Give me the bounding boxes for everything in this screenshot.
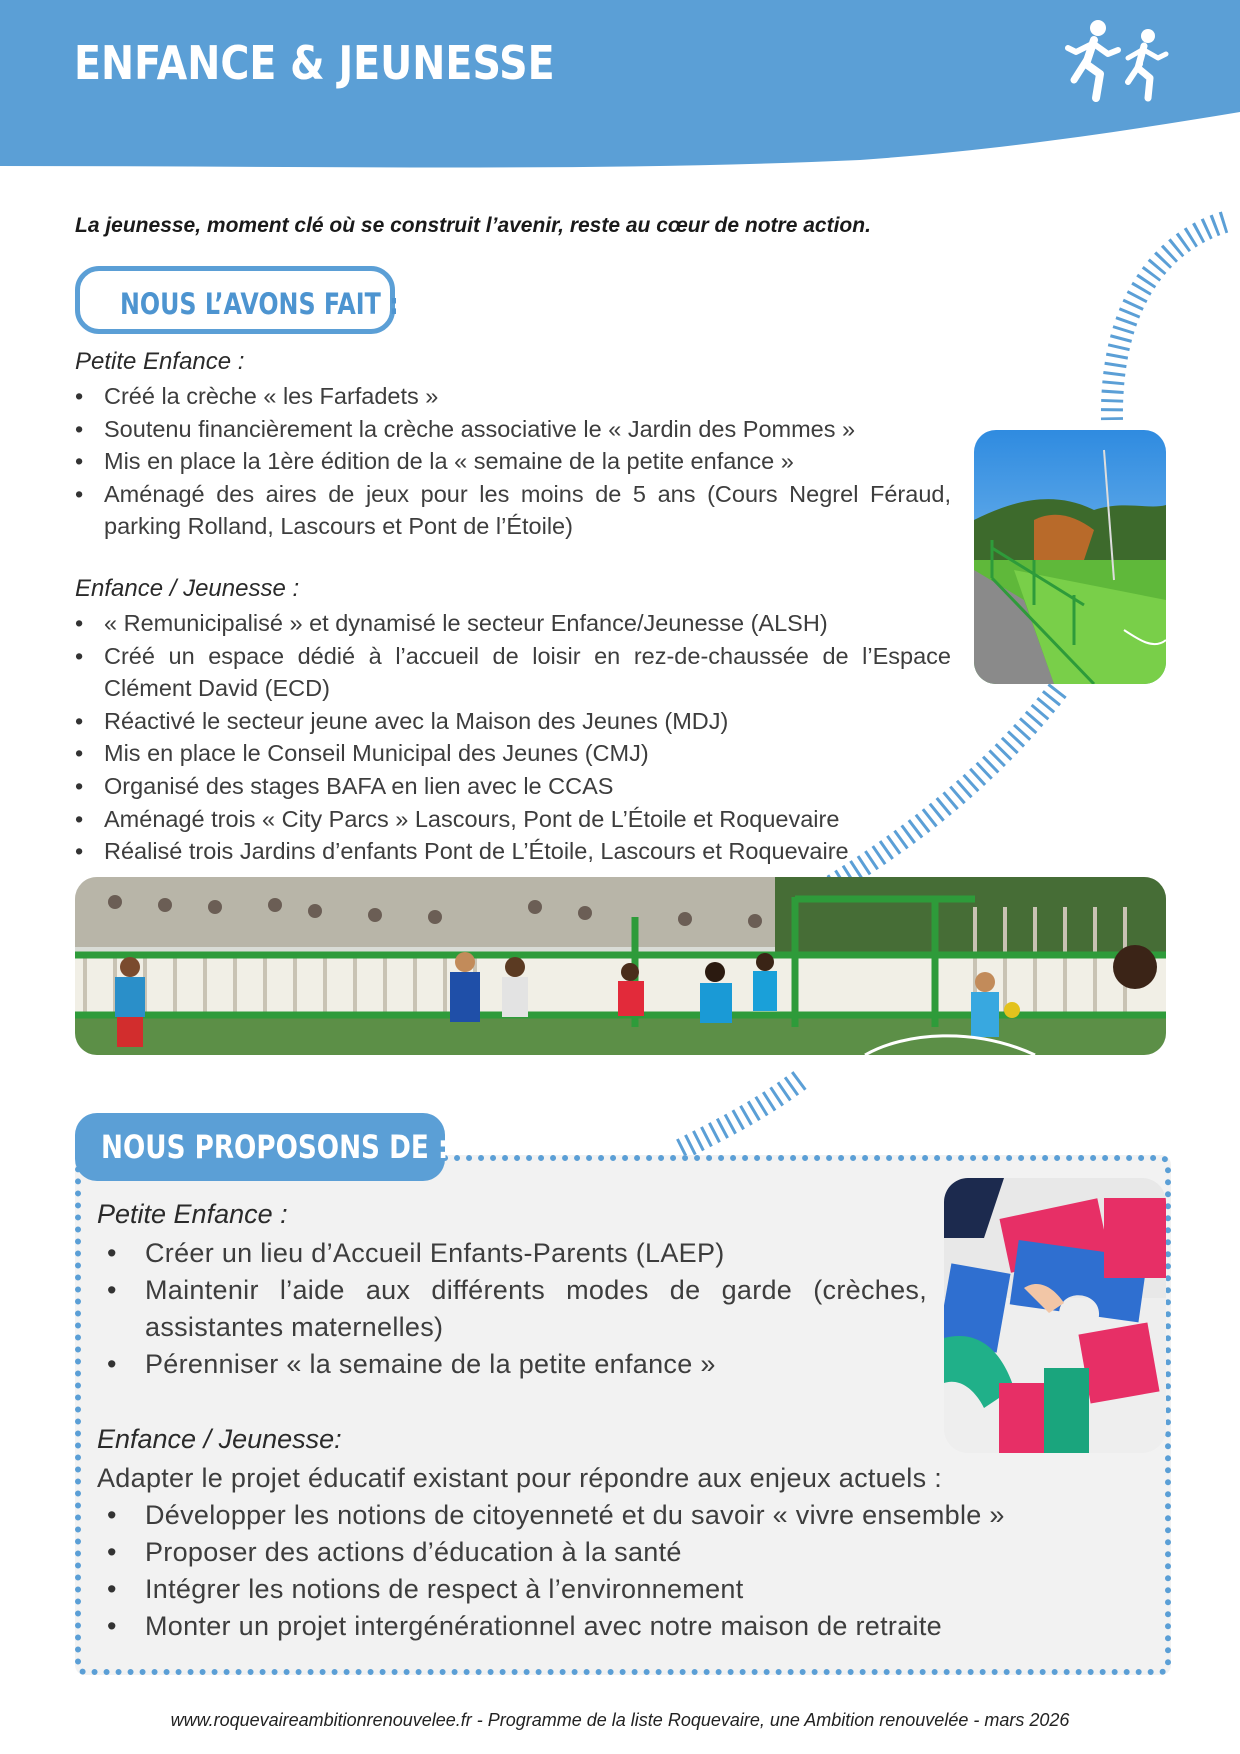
done-petite-enfance-title: Petite Enfance :	[75, 348, 245, 375]
section-label-propose	[75, 1113, 449, 1181]
list-item: • Réalisé trois Jardins d’enfants Pont de L’Étoile, Lascours et Roquevaire	[75, 835, 951, 868]
list-item: • Créer un lieu d’Accueil Enfants-Parents (LAEP)	[97, 1235, 927, 1272]
list-item: • Proposer des actions d’éducation à la santé	[97, 1534, 1097, 1571]
list-item: • Mis en place la 1ère édition de la « semaine de la petite enfance »	[75, 445, 951, 478]
list-item: • Pérenniser « la semaine de la petite enfance »	[97, 1346, 927, 1383]
section-done	[75, 346, 951, 868]
header-band	[0, 0, 1240, 172]
list-item: • Créé un espace dédié à l’accueil de loisir en rez-de-chaussée de l’Espace Clément David (ECD)	[75, 640, 951, 705]
city-park-photo	[75, 877, 1166, 1055]
section-label-done	[75, 266, 399, 334]
list-item: • Créé la crèche « les Farfadets »	[75, 380, 951, 413]
page-title: ENFANCE & JEUNESSE	[74, 36, 555, 90]
list-item: • « Remunicipalisé » et dynamisé le secteur Enfance/Jeunesse (ALSH)	[75, 607, 951, 640]
list-item: • Mis en place le Conseil Municipal des Jeunes (CMJ)	[75, 737, 951, 770]
list-item: • Aménagé des aires de jeux pour les moins de 5 ans (Cours Negrel Féraud, parking Rolland, Lascours et Pont de l’Étoile)	[75, 478, 951, 543]
section-label-done-text: NOUS L’AVONS FAIT :	[120, 287, 399, 321]
section-propose	[97, 1196, 1005, 1645]
propose-enfance-jeunesse-title: Enfance / Jeunesse:	[97, 1424, 342, 1454]
runners-icon	[1062, 18, 1172, 106]
list-item: • Maintenir l’aide aux différents modes de garde (crèches, assistantes maternelles)	[97, 1272, 927, 1346]
list-item: • Soutenu financièrement la crèche associative le « Jardin des Pommes »	[75, 413, 951, 446]
list-item: • Monter un projet intergénérationnel avec notre maison de retraite	[97, 1608, 1097, 1645]
propose-petite-enfance-list	[97, 1235, 927, 1383]
list-item: • Intégrer les notions de respect à l’environnement	[97, 1571, 1097, 1608]
foam-blocks-photo	[944, 1178, 1166, 1453]
footer-text: www.roquevaireambitionrenouvelee.fr - Programme de la liste Roquevaire, une Ambition renouvelée - mars 2026	[170, 1710, 1070, 1730]
list-item: • Réactivé le secteur jeune avec la Maison des Jeunes (MDJ)	[75, 705, 951, 738]
propose-enfance-jeunesse-lead: Adapter le projet éducatif existant pour répondre aux enjeux actuels :	[97, 1463, 943, 1493]
intro-text: La jeunesse, moment clé où se construit l’avenir, reste au cœur de notre action.	[75, 214, 871, 237]
list-item: • Aménagé trois « City Parcs » Lascours, Pont de L’Étoile et Roquevaire	[75, 803, 951, 836]
list-item: • Organisé des stages BAFA en lien avec le CCAS	[75, 770, 951, 803]
sports-field-photo	[974, 430, 1166, 684]
done-enfance-jeunesse-list	[75, 607, 951, 868]
section-label-propose-text: NOUS PROPOSONS DE :	[101, 1128, 449, 1166]
done-enfance-jeunesse-title: Enfance / Jeunesse :	[75, 574, 300, 602]
done-petite-enfance-list	[75, 380, 951, 543]
list-item: • Développer les notions de citoyenneté et du savoir « vivre ensemble »	[97, 1497, 1097, 1534]
propose-petite-enfance-title: Petite Enfance :	[97, 1199, 288, 1229]
propose-enfance-jeunesse-list	[97, 1497, 1097, 1645]
